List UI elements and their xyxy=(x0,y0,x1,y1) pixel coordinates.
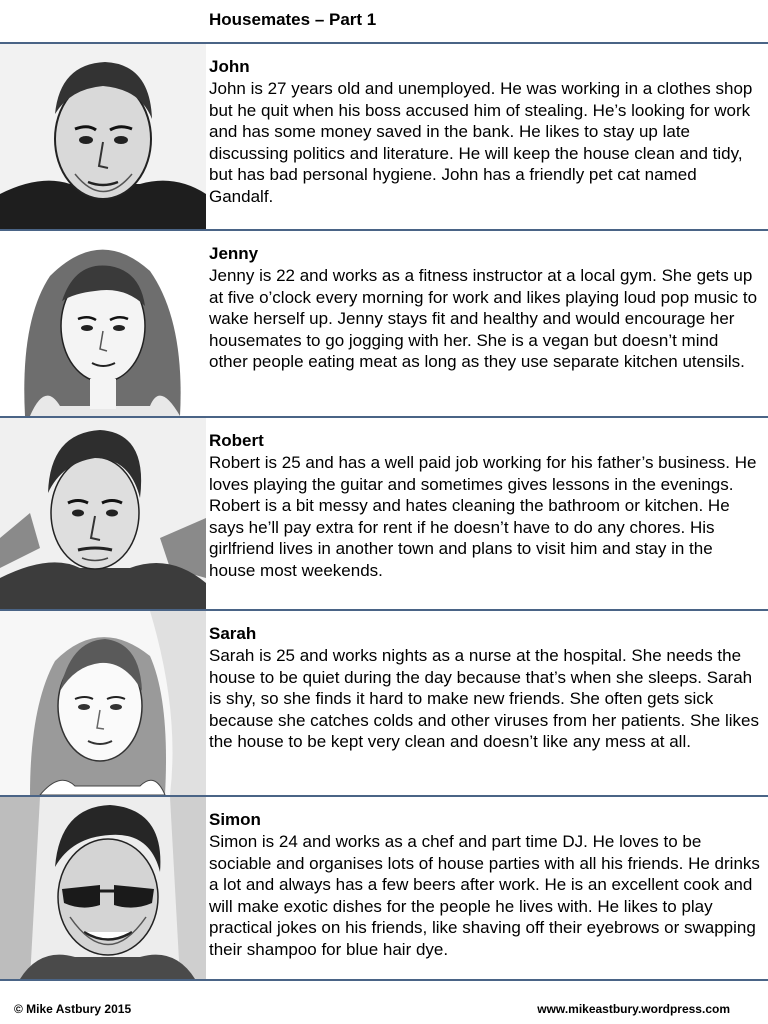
housemate-row-robert xyxy=(0,418,768,611)
housemate-bio: John is 27 years old and unemployed. He was working in a clothes shop but he quit when his boss accused him of stealing. He’s looking for work and has some money saved in the bank. He likes to stay up late discussing politics and literature. He will keep the house clean and tidy, but has bad personal hygiene. John has a friendly pet cat named Gandalf. xyxy=(209,79,753,206)
housemate-bio: Jenny is 22 and works as a fitness instructor at a local gym. She gets up at five o’clock every morning for work and likes playing loud pop music to wake herself up. Jenny stays fit and healthy and would encourage her housemates to go jogging with her. She is a vegan but doesn’t mind other people eating meat as long as they use separate kitchen utensils. xyxy=(209,266,758,371)
housemate-row-simon xyxy=(0,797,768,981)
housemate-row-john xyxy=(0,44,768,231)
page-title: Housemates – Part 1 xyxy=(209,10,377,29)
portrait-sarah xyxy=(0,611,206,795)
housemate-text-sarah xyxy=(206,611,768,795)
housemate-name: John xyxy=(209,57,250,76)
housemate-row-sarah xyxy=(0,611,768,797)
housemate-text-simon xyxy=(206,797,768,979)
housemate-bio: Robert is 25 and has a well paid job working for his father’s business. He loves playing the guitar and sometimes gives lessons in the evenings. Robert is a bit messy and hates cleaning the bathroom or kitchen. He says he’ll pay extra for rent if he doesn’t have to do any chores. His girlfriend lives in another town and plans to visit him and stay in the house most weekends. xyxy=(209,453,757,580)
housemate-bio: Sarah is 25 and works nights as a nurse at the hospital. She needs the house to be quiet during the day because that’s when she sleeps. Sarah is shy, so she finds it hard to make new friends. She often gets sick because she catches colds and other viruses from her patients. She likes the house to be kept very clean and doesn’t like any mess at all. xyxy=(209,646,759,751)
website-link[interactable]: www.mikeastbury.wordpress.com xyxy=(537,1002,730,1016)
copyright-notice: © Mike Astbury 2015 xyxy=(14,1002,132,1016)
housemate-name: Jenny xyxy=(209,244,259,263)
housemate-bio: Simon is 24 and works as a chef and part time DJ. He loves to be sociable and organises lots of house parties with all his friends. He drinks a lot and always has a few beers after work. He is an excellent cook and will make exotic dishes for the people he lives with. He likes to play practical jokes on his friends, like shaving off their eyebrows or swapping their shampoo for blue hair dye. xyxy=(209,832,760,959)
portrait-simon xyxy=(0,797,206,979)
housemate-row-jenny xyxy=(0,231,768,418)
portrait-jenny xyxy=(0,231,206,416)
housemate-text-john xyxy=(206,44,768,229)
housemate-text-robert xyxy=(206,418,768,609)
housemates-table xyxy=(0,42,768,981)
housemate-name: Simon xyxy=(209,810,261,829)
portrait-john xyxy=(0,44,206,229)
portrait-robert xyxy=(0,418,206,609)
housemate-name: Robert xyxy=(209,431,264,450)
housemate-text-jenny xyxy=(206,231,768,416)
housemate-name: Sarah xyxy=(209,624,257,643)
